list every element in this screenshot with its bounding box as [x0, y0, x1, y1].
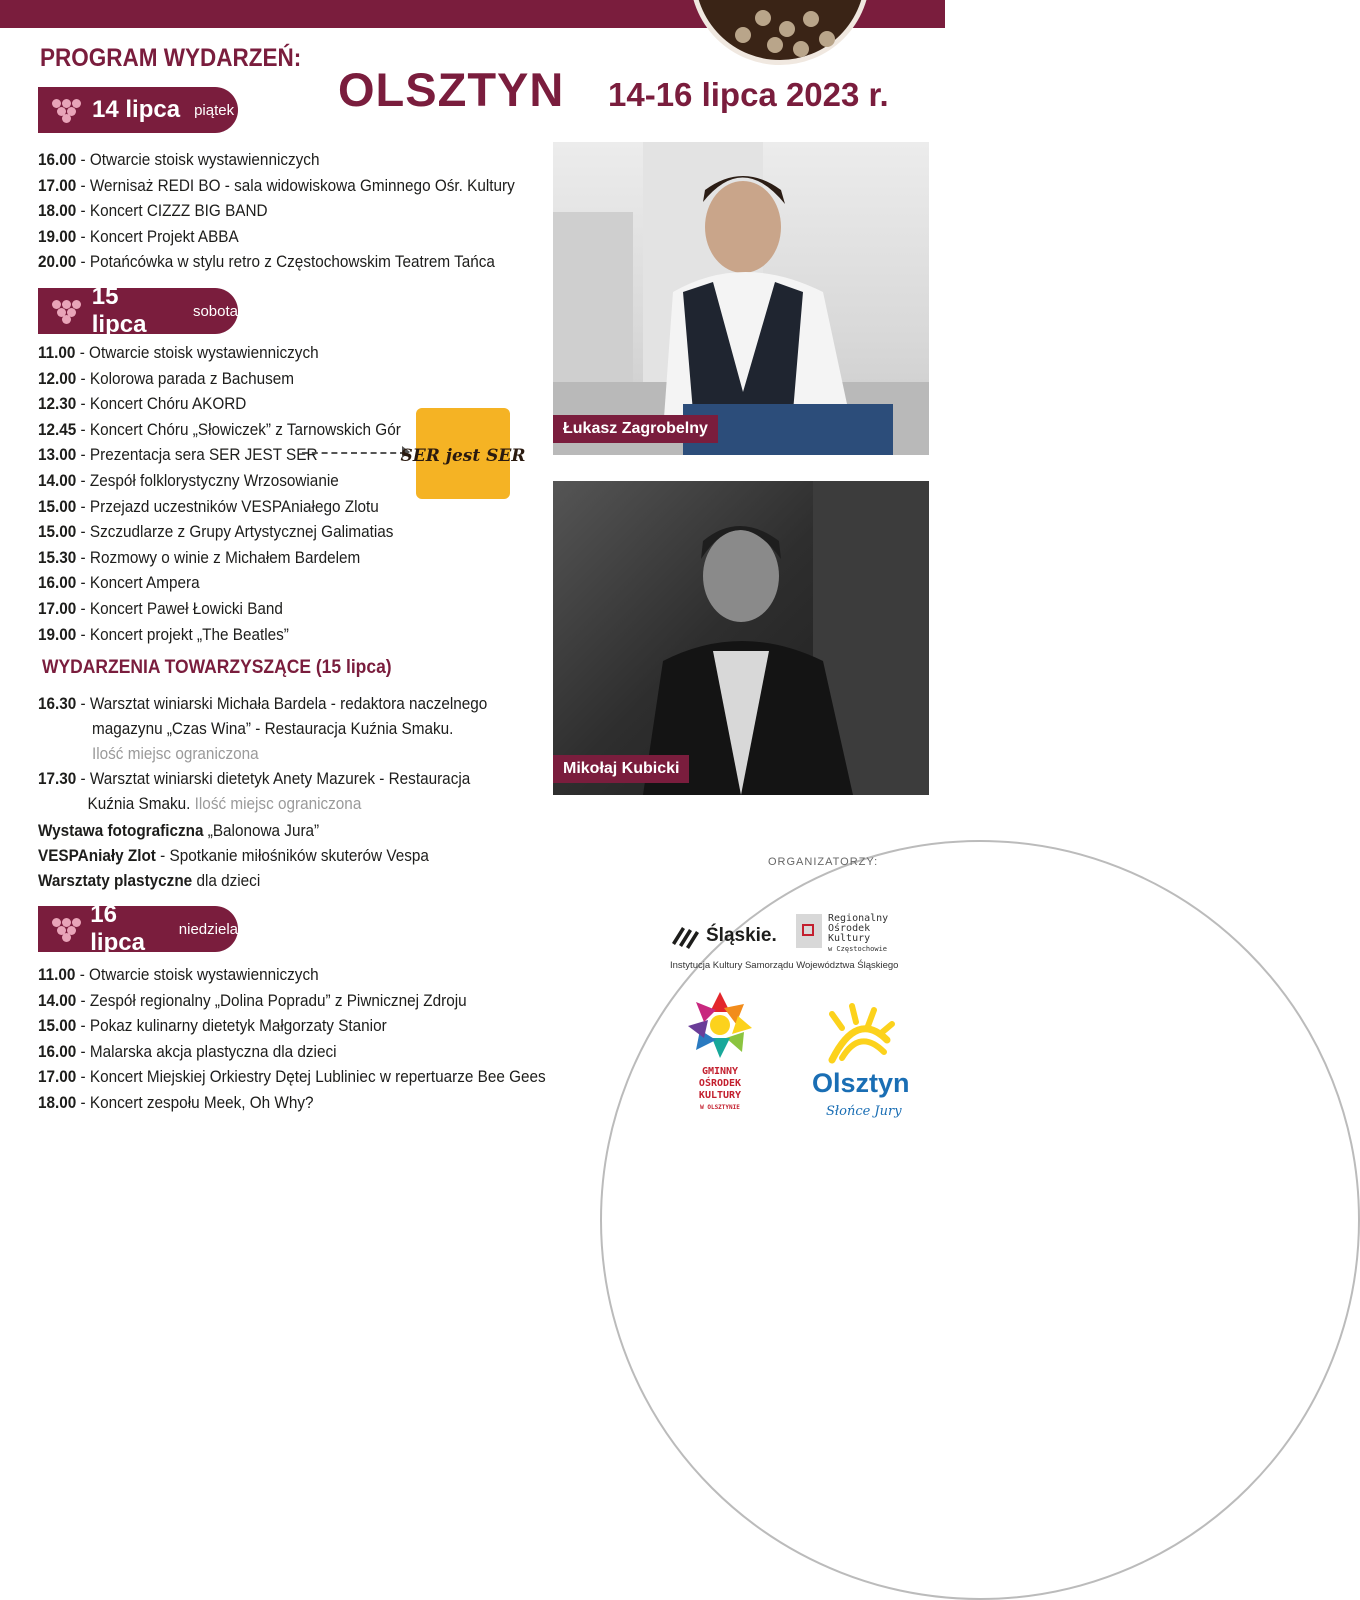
event-time: 14.00: [38, 470, 77, 490]
event-time: 17.00: [38, 1067, 77, 1087]
event-item: [38, 622, 401, 648]
day-weekday: niedziela: [178, 920, 238, 938]
event-item: [38, 340, 401, 366]
event-desc: - Warsztat winiarski Michała Bardela - redaktora naczelnego: [76, 694, 488, 713]
schedule-day-14: [38, 147, 568, 275]
gok-flower-icon: [684, 990, 756, 1060]
event-desc: - Koncert Chóru AKORD: [76, 394, 247, 414]
event-desc: - Szczudlarze z Grupy Artystycznej Galimatias: [76, 522, 394, 542]
event-time: 15.00: [38, 522, 77, 542]
event-desc: - Otwarcie stoisk wystawienniczych: [75, 343, 319, 362]
event-item: [38, 962, 546, 988]
event-desc: - Koncert Projekt ABBA: [76, 226, 239, 246]
event-desc: - Rozmowy o winie z Michałem Bardelem: [76, 547, 361, 567]
limited-seats-note: Ilość miejsc ograniczona: [194, 794, 362, 813]
grapes-icon: [52, 300, 80, 322]
event-time: 16.30: [38, 694, 77, 713]
artist-photo-2: [553, 481, 929, 795]
artist-photo-1: [553, 142, 929, 455]
event-time: 18.00: [38, 201, 77, 221]
day-header-16: [38, 901, 238, 956]
event-desc: - Kolorowa parada z Bachusem: [76, 368, 295, 388]
sun-logo-icon: [812, 1000, 902, 1070]
event-item: [38, 988, 546, 1014]
event-time: 18.00: [38, 1092, 77, 1112]
event-time: 19.00: [38, 624, 77, 644]
schedule-day-16: [38, 962, 602, 1116]
ser-jest-ser-logo: [400, 408, 526, 499]
gok-line: KULTURY: [698, 1090, 742, 1101]
extra-event-desc: - Spotkanie miłośników skuterów Vespa: [155, 846, 429, 865]
grapes-icon: [52, 918, 78, 940]
event-item: [38, 1090, 546, 1116]
event-desc: - Koncert zespołu Meek, Oh Why?: [76, 1092, 314, 1112]
gok-line: OŚRODEK: [698, 1078, 742, 1089]
rok-line: w Częstochowie: [828, 945, 888, 953]
artist-silhouette-1: [553, 142, 929, 455]
event-desc: - Warsztat winiarski dietetyk Anety Mazurek - Restauracja: [76, 769, 471, 788]
event-desc: - Koncert projekt „The Beatles”: [76, 624, 289, 644]
event-desc: - Koncert Paweł Łowicki Band: [76, 598, 283, 618]
event-desc: - Otwarcie stoisk wystawienniczych: [76, 150, 320, 169]
rok-line: Regionalny: [828, 913, 889, 924]
event-desc: - Potańcówka w stylu retro z Częstochowskim Teatrem Tańca: [76, 252, 495, 272]
artist-name-label: Łukasz Zagrobelny: [553, 415, 718, 443]
event-item: [38, 519, 401, 545]
olsztyn-logo-text: Olsztyn: [812, 1068, 910, 1098]
event-desc: - Koncert Miejskiej Orkiestry Dętej Lubliniec w repertuarze Bee Gees: [76, 1067, 546, 1087]
side-events-title: WYDARZENIA TOWARZYSZĄCE (15 lipca): [42, 657, 392, 678]
day-header-14: [38, 87, 238, 133]
event-time: 11.00: [38, 965, 76, 984]
event-time: 14.00: [38, 990, 77, 1010]
grapes-icon: [52, 99, 80, 121]
event-desc: - Koncert CIZZZ BIG BAND: [76, 201, 268, 221]
event-item: [38, 545, 401, 571]
event-time: 16.00: [38, 150, 77, 169]
event-item: [38, 1064, 546, 1090]
logo-text: SER jest SER: [400, 445, 526, 466]
rok-square-icon: [796, 914, 822, 948]
event-time: 12.00: [38, 368, 77, 388]
event-item: [38, 417, 401, 443]
event-time: 17.00: [38, 598, 77, 618]
event-item: [38, 468, 401, 494]
event-item: [38, 391, 401, 417]
gok-logo-text: [684, 1066, 756, 1114]
day-header-15: [38, 283, 238, 338]
day-weekday: sobota: [192, 302, 238, 320]
cheese-wheel-decoration: [690, 0, 870, 65]
event-item: [38, 224, 515, 250]
program-title: PROGRAM WYDARZEŃ:: [40, 44, 302, 72]
artist-name-label: Mikołaj Kubicki: [553, 755, 689, 783]
event-item: [38, 1013, 546, 1039]
event-time: 17.00: [38, 175, 77, 195]
rok-line: Kultury: [828, 933, 871, 944]
event-time: 17.30: [38, 769, 77, 788]
event-time: 20.00: [38, 252, 77, 272]
event-desc: - Zespół regionalny „Dolina Popradu” z Piwnicznej Zdroju: [76, 990, 467, 1010]
event-desc: - Prezentacja sera SER JEST SER: [76, 445, 318, 465]
event-desc: - Zespół folklorystyczny Wrzosowianie: [76, 470, 339, 490]
workshop-2: [38, 766, 470, 816]
day-date: 16 lipca: [90, 901, 145, 956]
dashed-arrow: [302, 452, 406, 454]
extra-event: [38, 868, 429, 893]
gok-line: W OLSZTYNIE: [700, 1104, 740, 1111]
day-date: 15 lipca: [91, 283, 147, 338]
event-item: [38, 596, 401, 622]
artist-silhouette-2: [553, 481, 929, 795]
rok-logo: [796, 914, 888, 954]
extra-event: [38, 843, 429, 868]
event-item: [38, 198, 515, 224]
event-time: 15.30: [38, 547, 77, 567]
event-desc-cont: magazynu „Czas Wina” - Restauracja Kuźnia Smaku.: [92, 719, 454, 738]
event-desc: - Koncert Ampera: [76, 573, 200, 593]
extra-event-desc: „Balonowa Jura”: [203, 821, 320, 840]
event-desc: - Otwarcie stoisk wystawienniczych: [75, 965, 319, 984]
event-time: 15.00: [38, 1016, 77, 1036]
organizers-title: ORGANIZATORZY:: [768, 856, 879, 868]
event-item: [38, 570, 401, 596]
event-time: 11.00: [38, 343, 76, 362]
event-time: 12.30: [38, 394, 77, 414]
gok-line: GMINNY: [701, 1066, 739, 1077]
event-time: 15.00: [38, 496, 77, 516]
city-title: OLSZTYN: [338, 63, 565, 116]
institution-caption: Instytucja Kultury Samorządu Województwa Śląskiego: [670, 960, 899, 971]
olsztyn-slogan: Słońce Jury: [826, 1104, 902, 1119]
event-item: [38, 249, 515, 275]
event-item: [38, 147, 515, 173]
ser-jest-ser-logo-art: [400, 434, 526, 474]
event-item: [38, 442, 401, 468]
day-date: 14 lipca: [92, 96, 181, 123]
extra-event-title: VESPAniały Zlot: [38, 846, 156, 865]
event-item: [38, 173, 515, 199]
event-item: [38, 1039, 546, 1065]
slaskie-logo: [670, 923, 777, 949]
slaskie-name: Śląskie.: [706, 925, 777, 946]
event-desc-cont: Kuźnia Smaku.: [87, 794, 195, 813]
extra-events: [38, 818, 429, 893]
extra-event-title: Wystawa fotograficzna: [38, 821, 204, 840]
event-time: 13.00: [38, 445, 77, 465]
event-time: 16.00: [38, 1041, 77, 1061]
event-item: [38, 494, 401, 520]
workshop-1: [38, 691, 487, 766]
event-dates: 14-16 lipca 2023 r.: [608, 76, 889, 113]
schedule-day-15: [38, 340, 441, 647]
organizers-arc: [600, 840, 1360, 1600]
event-time: 16.00: [38, 573, 77, 593]
event-time: 19.00: [38, 226, 77, 246]
day-weekday: piątek: [194, 101, 235, 119]
event-desc: - Malarska akcja plastyczna dla dzieci: [76, 1041, 337, 1061]
limited-seats-note: Ilość miejsc ograniczona: [92, 744, 259, 763]
slaskie-stripes-icon: [670, 923, 700, 949]
extra-event: [38, 818, 429, 843]
event-desc: - Koncert Chóru „Słowiczek” z Tarnowskich Gór: [76, 419, 401, 439]
event-desc: - Przejazd uczestników VESPAniałego Zlotu: [76, 496, 379, 516]
event-item: [38, 366, 401, 392]
rok-line: Ośrodek: [828, 923, 871, 934]
extra-event-title: Warsztaty plastyczne: [38, 871, 193, 890]
event-desc: - Wernisaż REDI BO - sala widowiskowa Gminnego Ośr. Kultury: [76, 175, 515, 195]
event-time: 12.45: [38, 419, 77, 439]
extra-event-desc: dla dzieci: [192, 871, 261, 890]
event-desc: - Pokaz kulinarny dietetyk Małgorzaty Stanior: [76, 1016, 387, 1036]
